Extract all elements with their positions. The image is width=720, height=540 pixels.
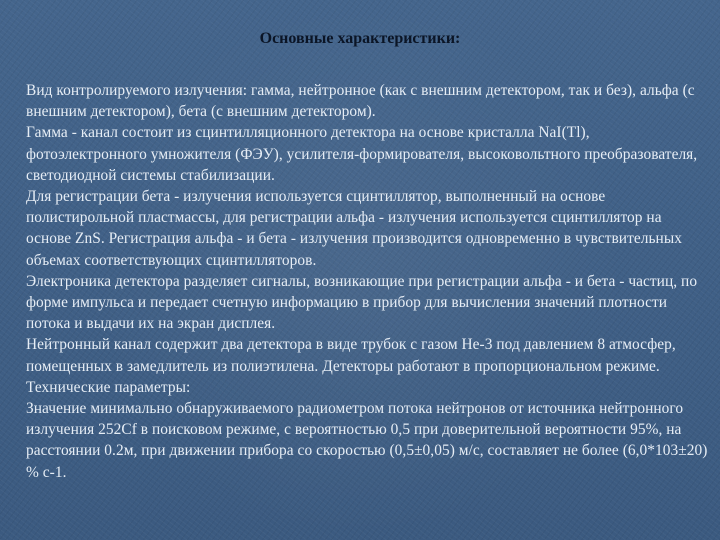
paragraph-radiation-types: Вид контролируемого излучения: гамма, нейтронное (как с внешним детектором, так и без), альфа (с внешним детектором), бета (с внешним детектором). [26,82,695,121]
paragraph-beta-alpha-registration: Для регистрации бета - излучения используется сцинтиллятор, выполненный на основе полистирольной пластмассы, для регистрации альфа - излучения используется сцинтиллятор на основе ZnS. Регистрация альфа - и бета - излучения производится одновременно в чувствительных объемах соответствующих сцинтилляторов. [26,188,682,269]
paragraph-neutron-channel: Нейтронный канал содержит два детектора в виде трубок с газом He-3 под давлением 8 атмосфер, помещенных в замедлитель из полиэтилена. Детекторы работают в пропорциональном режиме. [26,336,676,375]
paragraph-neutron-sensitivity: Значение минимально обнаруживаемого радиометром потока нейтронов от источника нейтронного излучения 252Cf в поисковом режиме, с вероятностью 0,5 при доверительной вероятности 95%, на расстоянии 0.2м, при движении прибора со скоростью (0,5±0,05) м/с, составляет не более (6,0*103±20) % с-1. [26,400,708,481]
slide-title: Основные характеристики: [259,30,461,47]
paragraph-technical-parameters-heading: Технические параметры: [26,378,191,396]
slide-body [26,80,708,483]
paragraph-gamma-channel: Гамма - канал состоит из сцинтилляционного детектора на основе кристалла NaI(Tl), фотоэлектронного умножителя (ФЭУ), усилителя-формирователя, высоковольтного преобразователя, светодиодной системы стабилизации. [26,124,698,184]
paragraph-detector-electronics: Электроника детектора разделяет сигналы, возникающие при регистрации альфа - и бета - частиц, по форме импульса и передает счетную информацию в прибор для вычисления значений плотности потока и выдачи их на экран дисплея. [26,272,698,333]
